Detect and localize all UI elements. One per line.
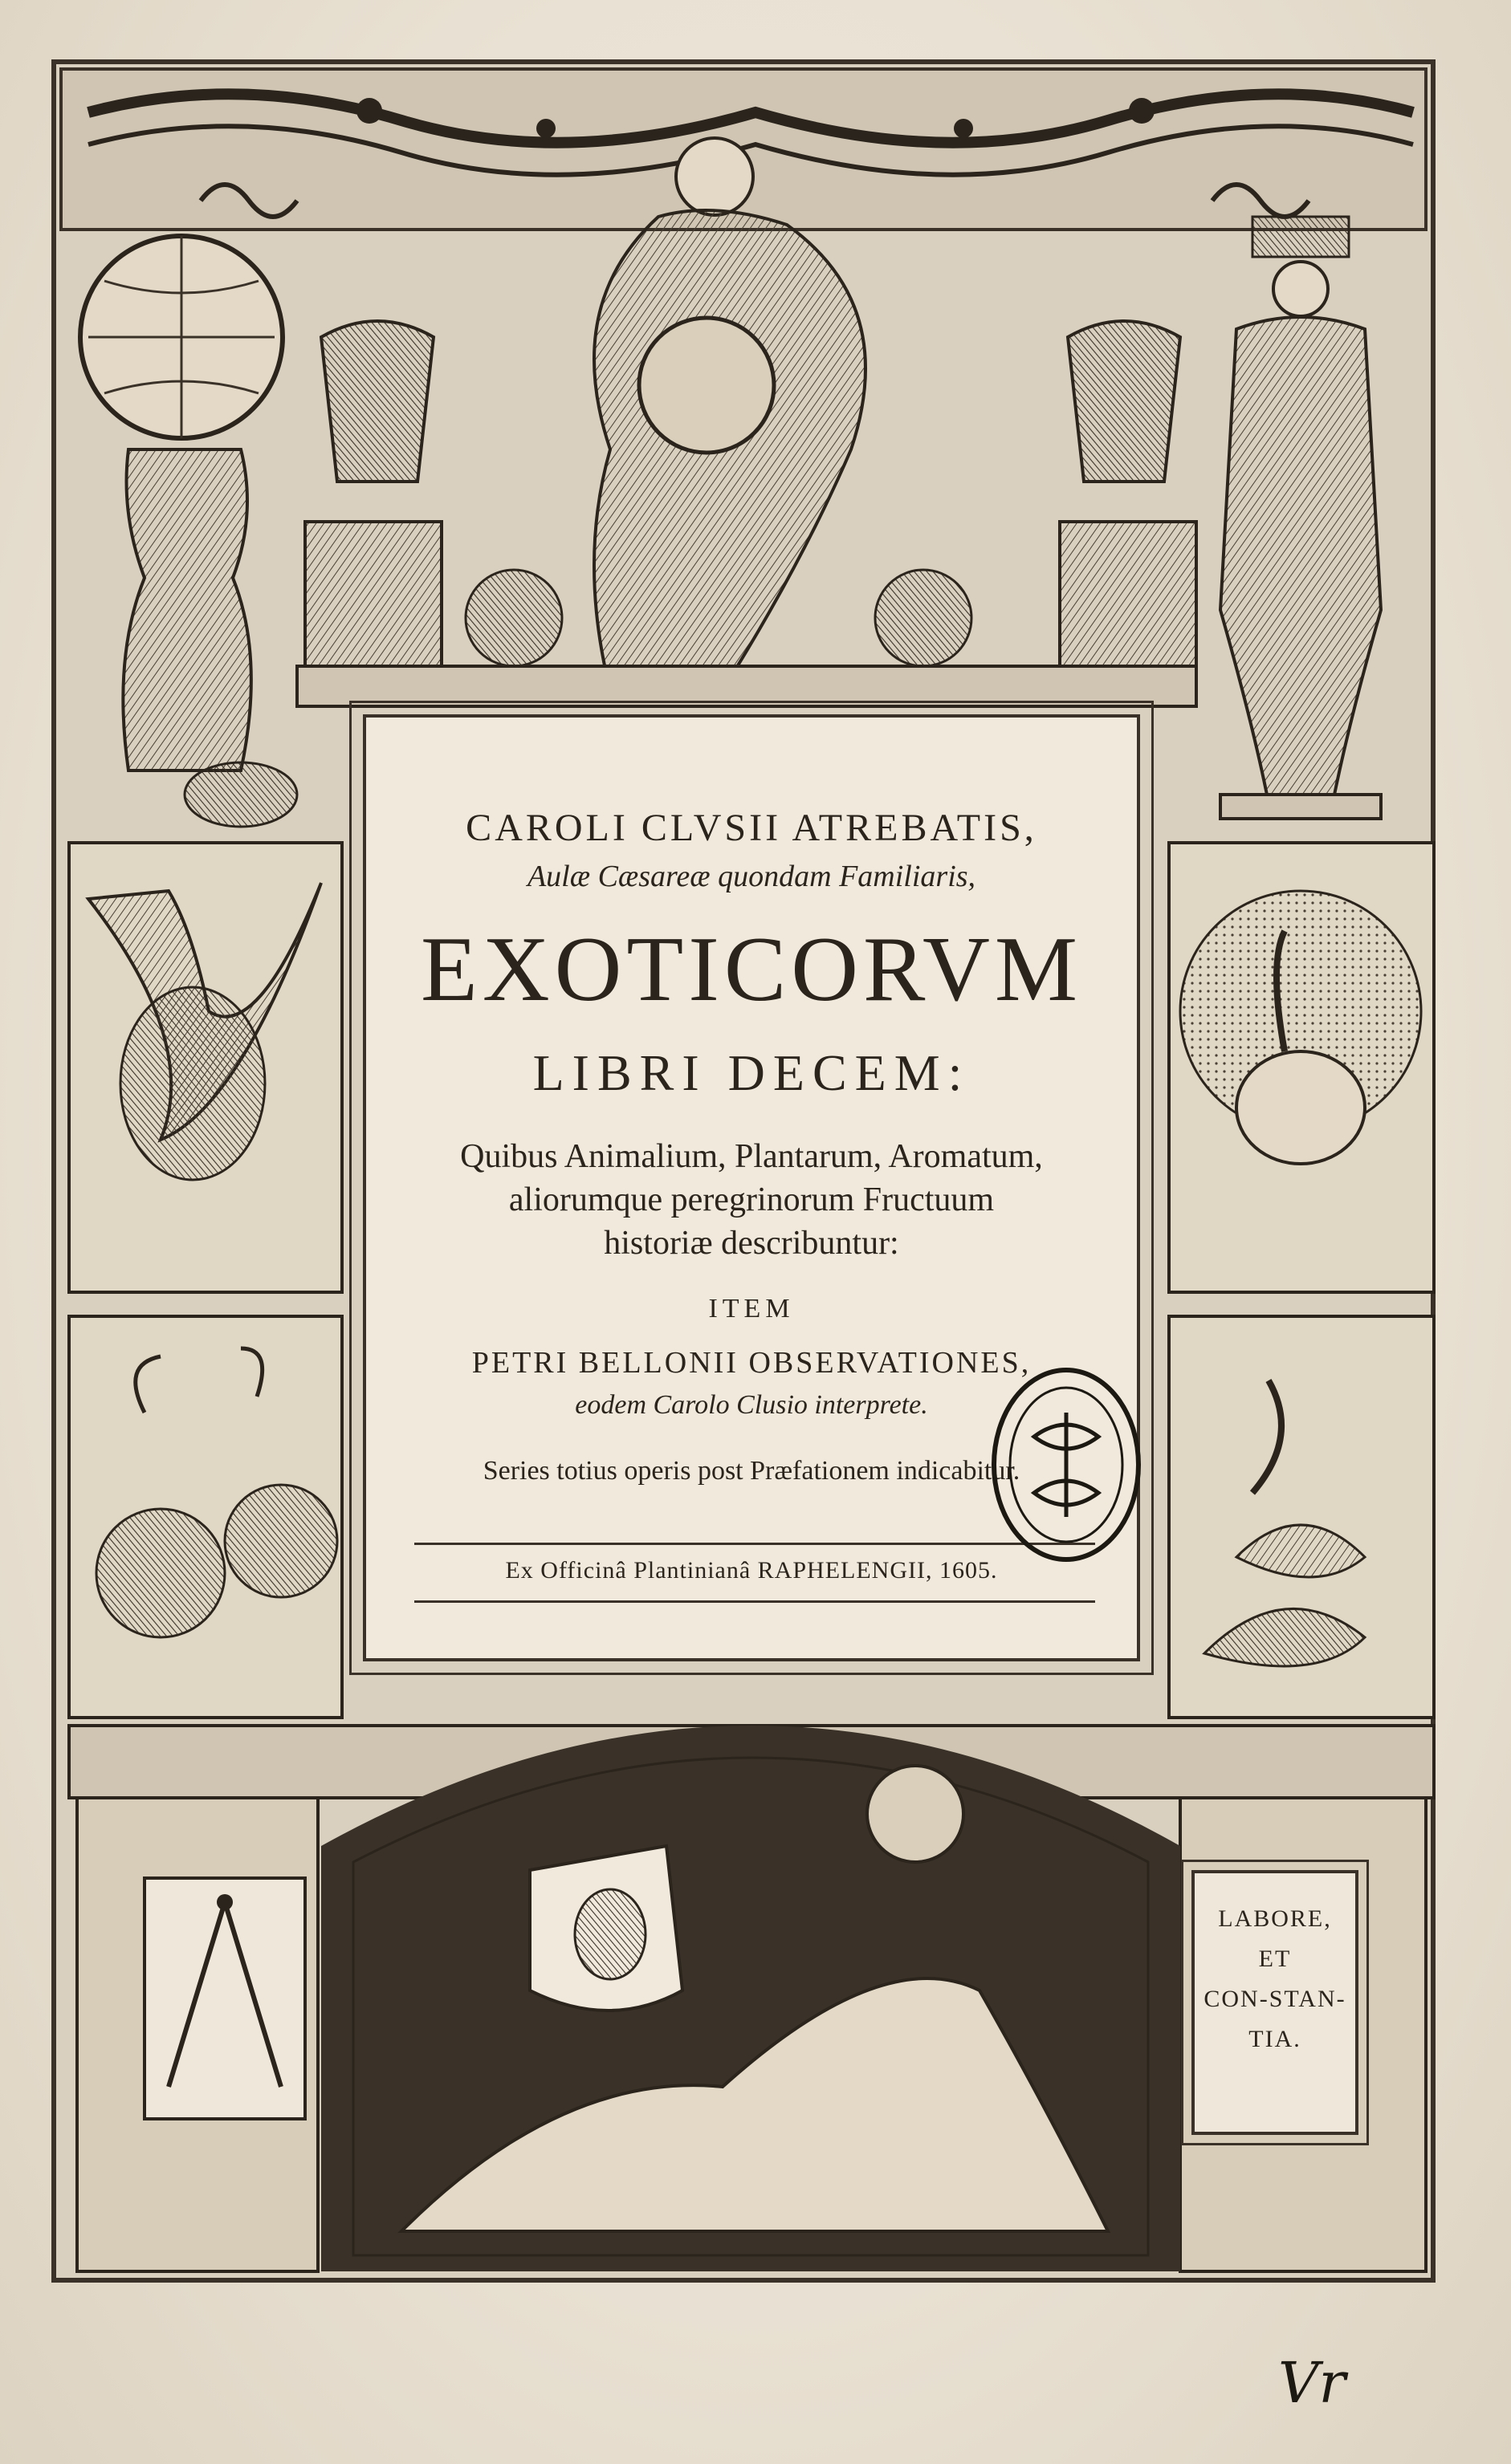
compass-panel: [145, 1878, 305, 2119]
atlas-with-globe-figure: [80, 236, 297, 827]
shelfmark-annotation: Vr: [1278, 2350, 1346, 2416]
caryatid-figure: [1220, 217, 1381, 819]
motto-tablet: [1191, 1870, 1358, 2135]
eagle-panel: [69, 843, 342, 1292]
author-line: CAROLI CLVSII ATREBATIS,: [466, 807, 1037, 849]
description-line-1: Quibus Animalium, Plantarum, Aromatum,: [460, 1138, 1043, 1175]
description-line-2: aliorumque peregrinorum Fructuum: [508, 1181, 995, 1218]
series-line: Series totius operis post Præfationem indicabitur.: [483, 1456, 1020, 1486]
peacock-panel: [1169, 843, 1434, 1292]
description-line-3: historiæ describuntur:: [604, 1225, 899, 1262]
belon-line: PETRI BELLONII OBSERVATIONES,: [471, 1346, 1032, 1380]
imprint-line: Ex Officinâ Plantinianâ RAPHELENGII, 1605.: [505, 1557, 998, 1584]
cornice-ledge: [297, 666, 1196, 706]
motto-line-4: TIA.: [1248, 2026, 1301, 2052]
interpreter-line: eodem Carolo Clusio interprete.: [575, 1390, 928, 1420]
library-stamp: [986, 1364, 1146, 1565]
court-line: Aulæ Cæsareæ quondam Familiaris,: [527, 860, 976, 893]
motto-line-3: CON-STAN-: [1204, 1986, 1346, 2012]
lions-panel: [69, 1316, 342, 1718]
main-title: EXOTICORVM: [420, 918, 1083, 1021]
item-label: ITEM: [708, 1294, 795, 1323]
motto-line-1: LABORE,: [1218, 1905, 1332, 1932]
imprint-rule-bottom: [414, 1600, 1095, 1603]
books-line: LIBRI DECEM:: [532, 1044, 971, 1101]
dolphins-panel: [1169, 1316, 1434, 1718]
description-block: [366, 1135, 1137, 1265]
motto-line-2: ET: [1258, 1946, 1292, 1972]
